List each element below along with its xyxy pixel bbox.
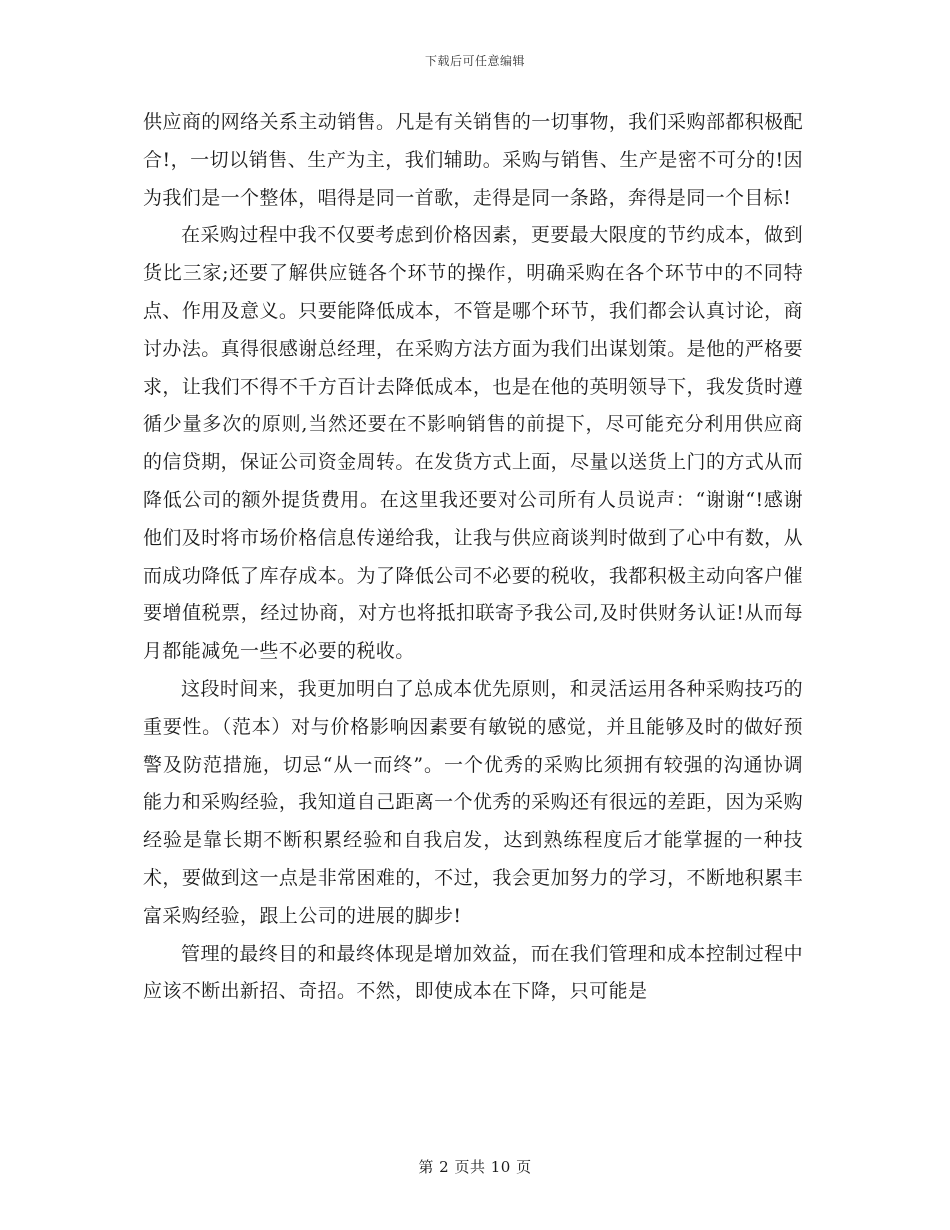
document-body (143, 104, 803, 1011)
page-footer: 第 2 页共 10 页 (418, 1158, 532, 1176)
paragraph-continuation: 供应商的网络关系主动销售。凡是有关销售的一切事物，我们采购部都积极配合!，一切以销售、生产为主，我们辅助。采购与销售、生产是密不可分的!因为我们是一个整体，唱得是同一首歌，走得是同一条路，奔得是同一个目标! (143, 111, 803, 209)
paragraph-procurement-cost: 在采购过程中我不仅要考虑到价格因素，更要最大限度的节约成本，做到货比三家;还要了解供应链各个环节的操作，明确采购在各个环节中的不同特点、作用及意义。只要能降低成本，不管是哪个环节，我们都会认真讨论，商讨办法。真得很感谢总经理，在采购方法方面为我们出谋划策。是他的严格要求，让我们不得不千方百计去降低成本，也是在他的英明领导下，我发货时遵循少量多次的原则,当然还要在不影响销售的前提下，尽可能充分利用供应商的信贷期，保证公司资金周转。在发货方式上面，尽量以送货上门的方式从而降低公司的额外提货费用。在这里我还要对公司所有人员说声：“谢谢“!感谢他们及时将市场价格信息传递给我，让我与供应商谈判时做到了心中有数，从而成功降低了库存成本。为了降低公司不必要的税收，我都积极主动向客户催要增值税票，经过协商，对方也将抵扣联寄予我公司,及时供财务认证!从而每月都能减免一些不必要的税收。 (143, 224, 803, 663)
paragraph-management-goal: 管理的最终目的和最终体现是增加效益，而在我们管理和成本控制过程中应该不断出新招、奇招。不然，即使成本在下降，只可能是 (143, 942, 803, 1003)
paragraph-cost-priority: 这段时间来，我更加明白了总成本优先原则，和灵活运用各种采购技巧的重要性。（范本）对与价格影响因素要有敏锐的感觉，并且能够及时的做好预警及防范措施，切忌“从一而终”。一个优秀的采购比须拥有较强的沟通协调能力和采购经验，我知道自己距离一个优秀的采购还有很远的差距，因为采购经验是靠长期不断积累经验和自我启发，达到熟练程度后才能掌握的一种技术，要做到这一点是非常困难的，不过，我会更加努力的学习，不断地积累丰富采购经验，跟上公司的进展的脚步! (143, 677, 803, 927)
page-header: 下载后可任意编辑 (424, 54, 525, 68)
